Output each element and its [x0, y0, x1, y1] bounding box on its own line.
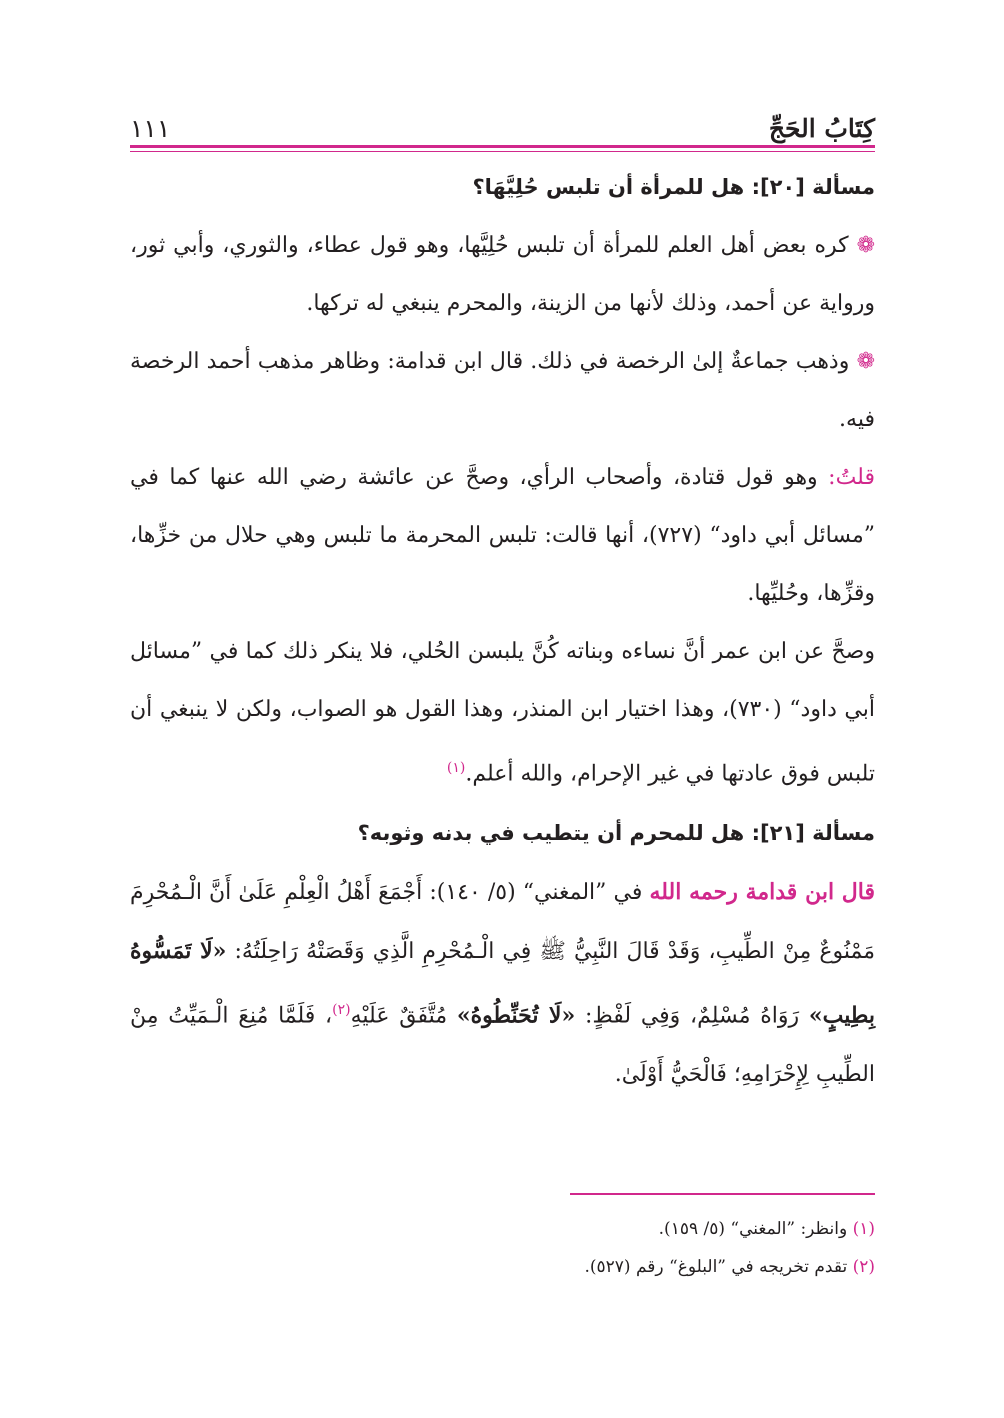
footnotes — [130, 1210, 875, 1286]
footnote — [130, 1210, 875, 1248]
paragraph-text: مُتَّفَقٌ عَلَيْهِ — [350, 1003, 448, 1029]
main-text — [130, 165, 875, 1104]
paragraph-text: وصحَّ عن ابن عمر أنَّ نساءه وبناته كُنَّ يلبسن الحُلي، فلا ينكر ذلك كما في ”مسائل أبي داود“ (٧٣٠)، وهذا اختيار ابن المنذر، وهذا القول هو الصواب، ولكن لا ينبغي أن تلبس فوق عادتها في غير الإحرام، والله أعلم. — [130, 639, 875, 787]
paragraph-text: ، فَلَمَّا مُنِعَ الْـمَيِّتُ مِنْ الطِّيبِ لِإِحْرَامِهِ؛ فَالْحَيُّ أَوْلَىٰ. — [130, 1003, 875, 1087]
quoted-scholar: قال ابن قدامة رحمه الله — [649, 879, 876, 906]
paragraph-text: كره بعض أهل العلم للمرأة أن تلبس حُلِيَّها، وهو قول عطاء، والثوري، وأبي ثور، ورواية عن أحمد، وذلك لأنها من الزينة، والمحرم ينبغي له تركها. — [130, 233, 875, 316]
qultu-label: قلتُ: — [828, 465, 875, 490]
quotation-paragraph — [130, 863, 875, 1103]
hadith-text: «لَا تُحَنِّطُوهُ» — [456, 1002, 576, 1029]
footnote-number: (٢) — [852, 1257, 875, 1277]
question-heading-21 — [130, 811, 875, 855]
footnote-text: تقدم تخريجه في ”البلوغ“ رقم (٥٢٧). — [584, 1257, 848, 1277]
question-label: مسألة [٢١]: — [751, 821, 875, 846]
footnote-rule — [570, 1193, 875, 1195]
footnote-text: وانظر: ”المغني“ (٥/ ١٥٩). — [658, 1219, 848, 1239]
paragraph — [130, 217, 875, 333]
footnote-ref[interactable]: (٢) — [332, 1002, 351, 1019]
page-header — [130, 108, 875, 148]
paragraph-text: وهو قول قتادة، وأصحاب الرأي، وصحَّ عن عائشة رضي الله عنها كما في ”مسائل أبي داود“ (٧٢٧)، أنها قالت: تلبس المحرمة ما تلبس وهي حلال من خزِّها، وقزِّها، وحُليِّها. — [130, 465, 875, 606]
hadith-text: «لَا تَمَسُّوهُ بِطِيبٍ» — [130, 938, 876, 1029]
paragraph-text: وذهب جماعةٌ إلىٰ الرخصة في ذلك. قال ابن قدامة: وظاهر مذهب أحمد الرخصة فيه. — [130, 349, 875, 432]
paragraph — [130, 623, 875, 803]
paragraph-text: رَوَاهُ مُسْلِمٌ، وَفِي لَفْظٍ: — [584, 1003, 800, 1029]
header-rule-thin — [130, 151, 875, 152]
page-number: ١١١ — [130, 114, 171, 143]
paragraph-text: في ”المغني“ (٥/ ١٤٠): أَجْمَعَ أَهْلُ الْعِلْمِ عَلَىٰ أَنَّ الْـمُحْرِمَ مَمْنُوعٌ مِنْ الطِّيبِ، وَقَدْ قَالَ النَّبِيُّ ﷺ فِي الْـمُحْرِمِ الَّذِي وَقَصَتْهُ رَاحِلَتُهُ: — [130, 880, 876, 965]
question-text: هل للمحرم أن يتطيب في بدنه وثوبه؟ — [357, 821, 745, 846]
book-title: كِتَابُ الحَجِّ — [768, 114, 875, 143]
question-label: مسألة [٢٠]: — [751, 175, 875, 199]
footnote-ref[interactable]: (١) — [446, 760, 466, 776]
header-rule-thick — [130, 145, 875, 148]
question-text: هل للمرأة أن تلبس حُلِيَّهَا؟ — [472, 175, 745, 199]
paragraph — [130, 333, 875, 449]
footnote — [130, 1248, 875, 1286]
question-heading-20 — [130, 165, 875, 209]
footnote-number: (١) — [852, 1219, 875, 1239]
paragraph — [130, 449, 875, 623]
flower-ornament-icon: ❁ — [856, 349, 876, 374]
flower-ornament-icon: ❁ — [856, 233, 875, 258]
